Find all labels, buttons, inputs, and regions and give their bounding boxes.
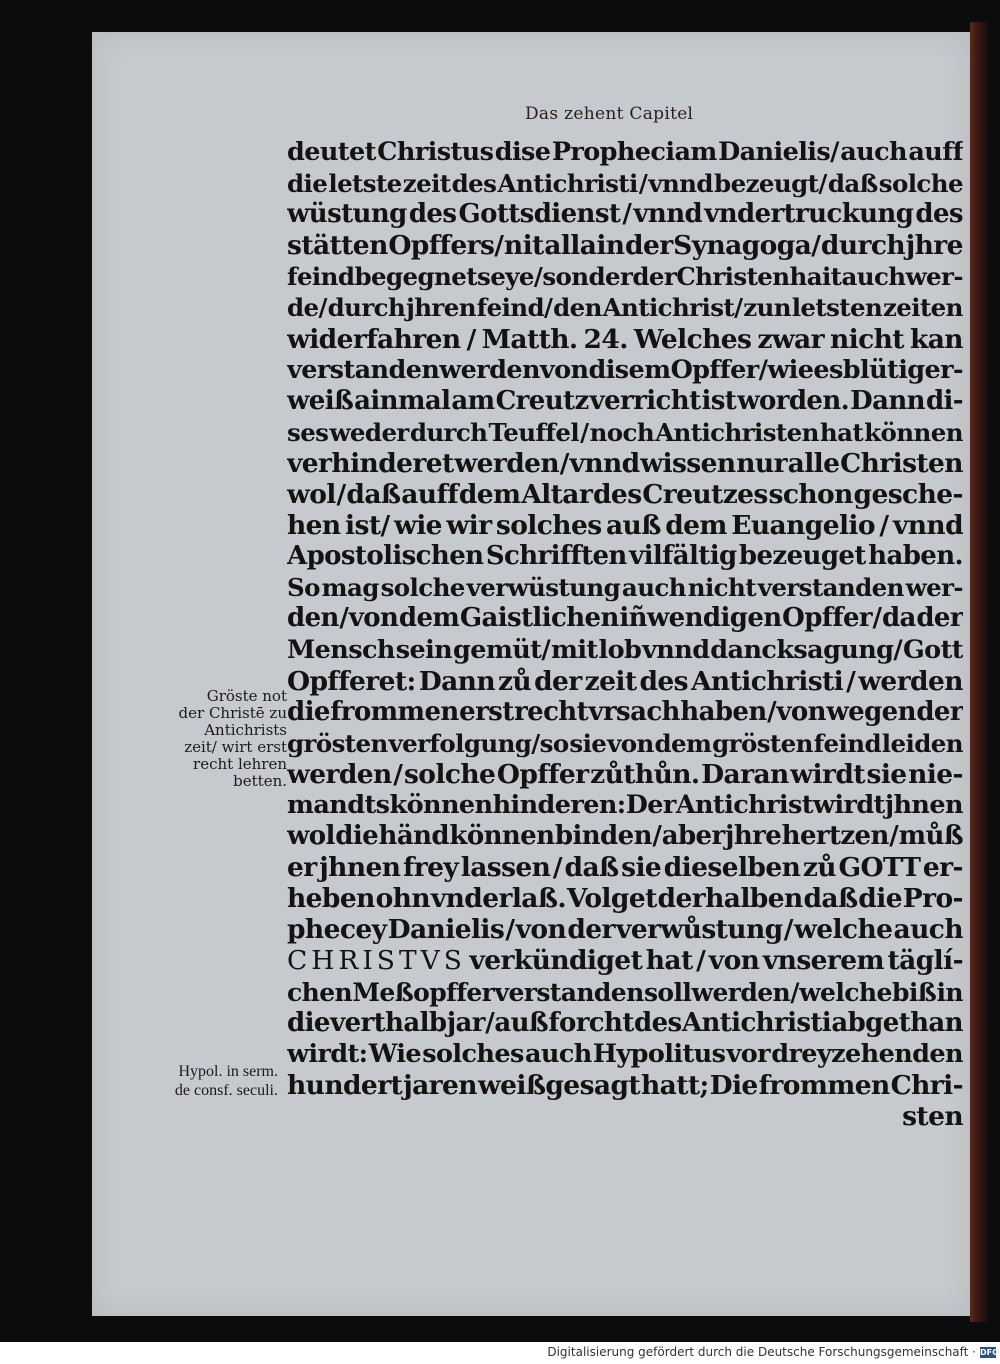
text-line: wol die händ können binden / aber jhre hertzen / můß [287,821,963,852]
text-line: CHRISTVS verkündiget hat / von vnserem täglí- [287,945,963,977]
text-line: verhinderet werden / vnnd wissen nur alle Christen [287,447,963,479]
text-line: wol / daß auff dem Altar des Creutzes schon gesche- [287,479,963,511]
text-line: mandts können hinderen: Der Antichrist wirdt jhnen [287,789,963,820]
marginal-line: Gröste not [206,687,287,705]
text-line: Opfferet: Dann zů der zeit des Antichristi / werden [287,665,963,697]
text-line: widerfahren / Matth. 24. Welches zwar nicht kan [287,323,963,355]
text-line: die verthalb jar / auß forcht des Antichristi abgethan [287,1007,963,1038]
text-line: die letste zeit des Antichristi / vnnd bezeugt/ daß solche [287,169,963,199]
text-line: wüstung des Gottsdienst / vnnd vndertruckung des [287,199,963,230]
text-line: So mag solche verwüstung auch nicht verstanden wer- [287,573,963,603]
text-line: verstanden werden von disem Opffer/ wie es blütiger- [287,354,963,385]
text-line: de/ durch jhren feind/ den Antichrist/ zun letsten zeiten [287,293,963,323]
text-line: deutet Christus dise Propheciam Danielis/ auch auff [287,137,963,167]
marginal-line: betten. [233,772,287,790]
body-text [287,137,963,1132]
text-line: wirdt: Wie solches auch Hypolitus vor dreyzehenden [287,1038,963,1069]
text-line: ses weder durch Teuffel / noch Antichristen hat können [287,417,963,447]
funding-notice: Digitalisierung gefördert durch die Deutsche Forschungsgemeinschaft · [547,1345,976,1359]
text-line: hen ist/ wie wir solches auß dem Euangelio / vnnd [287,510,963,542]
text-line: hundert jaren weißgesagt hatt; Die frommen Chri- [287,1069,963,1101]
text-line: sten [902,1100,963,1132]
marginal-line: der Christē zu [178,704,287,722]
footer-bar [0,1342,1000,1364]
marginal-note-antichrist [162,688,287,790]
text-line: Mensch sein gemüt/ mit lob vnnd dancksagung/ Gott [287,634,963,665]
text-line: phecey Danielis / von der verwůstung / welche auch [287,914,963,946]
text-line: heben ohn vnderlaß. Volget derhalben daß die Pro- [287,883,963,915]
text-line: Apostolischen Schrifften vilfältig bezeuget haben. [287,541,963,572]
text-line: chen Meßopffer verstanden soll werden / welche biß in [287,977,963,1007]
page-edge [970,22,988,1322]
marginal-line: Hypol. in serm. [178,1063,278,1080]
text-line: grösten verfolgung/so sie von dem grösten feind leiden [287,728,963,758]
dfg-logo-icon: DFG [980,1348,999,1357]
text-line: er jhnen frey lassen / daß sie dieselben zů GOTT er- [287,852,963,884]
text-line: stätten Opffers/ nit allain der Synagoga/ durch jhre [287,230,963,262]
marginal-line: recht lehren [193,755,287,773]
text-line: werden / solche Opffer zůthůn. Daran wirdt sie nie- [287,758,963,790]
text-line: die frommen erst recht vrsach haben / von wegen der [287,696,963,727]
running-head: Das zehent Capitel [525,104,694,124]
text-line: weiß ainmal am Creutz verricht ist worden. Dann di- [287,385,963,416]
marginal-line: zeit/ wirt erst [184,738,287,756]
marginal-note-hypolitus [150,1062,278,1100]
text-line: feind begegnet seye / sonder der Christenhait auch wer- [287,262,963,292]
text-line: den / von dem Gaistlichen iñwendigen Opffer / da der [287,603,963,634]
marginal-line: Antichrists [204,721,287,739]
marginal-line: de consf. seculi. [174,1082,278,1099]
